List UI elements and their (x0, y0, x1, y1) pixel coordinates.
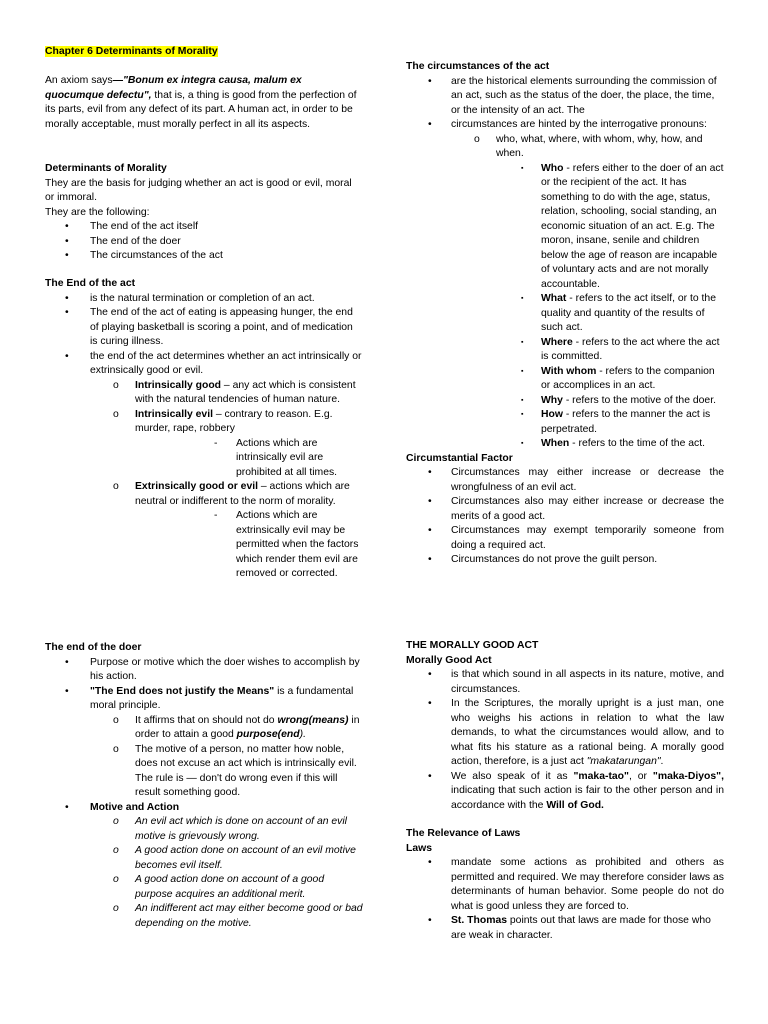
list-item-text: Purpose or motive which the doer wishes to accomplish by his action. (90, 656, 360, 682)
list-item (45, 306, 363, 350)
list-item-text: Actions which are intrinsically evil are prohibited at all times. (236, 437, 338, 478)
circumstances-heading: The circumstances of the act (406, 61, 550, 72)
definition: - refers either to the doer of an act or the recipient of the act. It has something to do with the age, status, relation, schooling, social standing, an economic situation of an act. E.g. The moron, insane, senile and children below the age of reason are incapable of voluntary acts and are not morally accountable. (541, 162, 724, 290)
morally-good-act-subheading: Morally Good Act (406, 654, 492, 666)
square-bullet: ▪ (521, 411, 524, 418)
definition: - refers to the motive of the doer. (562, 394, 716, 406)
definition: – any act which is consistent with the natural tendencies of human nature. (135, 379, 356, 405)
list-item (45, 801, 363, 816)
list-item (45, 714, 363, 743)
bullet: • (65, 307, 69, 318)
list-item-text: points out that laws are made for those who are weak in character. (451, 915, 711, 941)
morally-good-act-section (406, 639, 724, 813)
term: Why (541, 394, 563, 406)
term: Where (541, 336, 573, 348)
definition: – contrary to reason. E.g. murder, rape, robbery (135, 408, 333, 434)
square-bullet: ▪ (521, 295, 524, 302)
laws-heading: Laws (406, 842, 432, 854)
list-item (406, 75, 724, 119)
axiom-dash: — (112, 75, 123, 86)
definition: - refers to the act itself, or to the quality and quantity of the results of such act. (541, 293, 716, 333)
end-of-doer-heading: The end of the doer (45, 642, 142, 653)
circle-bullet: o (113, 816, 119, 827)
circle-bullet: o (113, 903, 119, 914)
circle-bullet: o (113, 379, 119, 391)
list-item-text: The end of the doer (90, 235, 181, 247)
axiom-intro: An axiom says (45, 75, 113, 86)
bullet: • (428, 669, 432, 680)
end-of-act-heading: The End of the act (45, 278, 136, 289)
term: Intrinsically evil (135, 408, 213, 420)
list-item (45, 235, 363, 250)
list-item-text: A good action done on account of an evil motive becomes evil itself. (135, 845, 356, 871)
emphasis: Will of God. (546, 799, 604, 811)
list-item (406, 495, 724, 524)
list-item-text: ). (299, 729, 306, 740)
list-item (406, 856, 724, 914)
list-item (45, 656, 363, 685)
term: How (541, 409, 563, 420)
list-item (406, 408, 724, 437)
list-item (406, 770, 724, 814)
list-item (45, 743, 363, 801)
relevance-of-laws-section (406, 827, 724, 943)
list-item (406, 437, 724, 452)
square-bullet: ▪ (521, 164, 524, 172)
list-item (45, 902, 363, 931)
end-of-act-section (45, 277, 363, 582)
determinants-text: They are the basis for judging whether an act is good or evil, moral or immoral. (45, 177, 352, 203)
term: Who (541, 162, 564, 174)
emphasis: "maka-Diyos", (652, 770, 724, 782)
term: Extrinsically good or evil (135, 481, 258, 492)
list-item-text: In the Scriptures, the morally upright is a just man, one who weighs his actions in relation to what the law demands, to what the circumstances would allow, and to what fits his stature as a rational being. A morally good action, therefore, is a just act (451, 698, 724, 767)
circumstantial-factor-heading: Circumstantial Factor (406, 452, 513, 464)
bullet: • (65, 801, 69, 813)
list-item (406, 292, 724, 336)
bullet: • (428, 698, 432, 709)
circumstances-section (406, 60, 724, 568)
bullet: • (428, 915, 432, 926)
circle-bullet: o (474, 133, 480, 145)
square-bullet: ▪ (521, 338, 524, 346)
list-item-text: . (660, 756, 664, 767)
bullet: • (65, 656, 69, 668)
square-bullet: ▪ (521, 440, 524, 447)
list-item-text: Actions which are extrinsically evil may be permitted when the factors which render them evil are removed or corrected. (236, 510, 359, 579)
emphasis: St. Thomas (451, 915, 508, 926)
bullet: • (65, 685, 69, 697)
list-item-text: A good action done on account of a good purpose acquires an additional merit. (135, 874, 325, 900)
list-item-text: Circumstances may either increase or decrease the wrongfulness of an evil act. (451, 467, 724, 493)
definition: – actions which are neutral or indifferent to the norm of morality. (135, 481, 350, 507)
definition: - refers to the time of the act. (569, 438, 705, 449)
list-item-text: circumstances are hinted by the interrogative pronouns: (451, 119, 707, 130)
definition: - refers to the act where the act is committed. (541, 336, 720, 362)
circle-bullet: o (113, 874, 119, 885)
list-item-text: Circumstances do not prove the guilt person. (451, 554, 658, 565)
list-item (45, 815, 363, 844)
bullet: • (65, 250, 69, 261)
motive-action-heading: Motive and Action (90, 801, 180, 813)
list-item (45, 292, 363, 307)
circle-bullet: o (113, 481, 119, 492)
list-item (45, 437, 363, 481)
list-item (406, 365, 724, 394)
list-item-text: It affirms that on should not do (135, 714, 278, 726)
bullet: • (428, 554, 432, 565)
circle-bullet: o (113, 714, 119, 726)
definition: - refers to the companion or accomplices in an act. (541, 365, 715, 391)
list-item (45, 408, 363, 437)
bullet: • (428, 75, 432, 87)
term: What (541, 293, 567, 304)
list-item (45, 509, 363, 582)
list-item-text: indicating that such action is fair to the other person and in accordance with the (451, 785, 724, 811)
list-item (45, 379, 363, 408)
emphasis: purpose(end (236, 729, 300, 740)
circle-bullet: o (113, 845, 119, 856)
bullet: • (65, 292, 69, 304)
emphasis: "makatarungan" (586, 756, 661, 767)
relevance-of-laws-heading: The Relevance of Laws (406, 828, 521, 839)
bullet: • (428, 770, 432, 782)
emphasis: wrong(means) (277, 714, 349, 726)
list-item (406, 336, 724, 365)
bullet: • (428, 496, 432, 507)
list-item (45, 873, 363, 902)
list-item-text: the end of the act determines whether an act intrinsically or extrinsically good or evil. (90, 350, 362, 376)
list-item-text: Circumstances may exempt temporarily someone from doing a required act. (451, 525, 724, 551)
list-item-text: , or (628, 770, 653, 782)
list-item (406, 133, 724, 162)
end-of-doer-section (45, 641, 363, 931)
list-item (406, 394, 724, 409)
list-item-text: in order to attain a good (135, 714, 360, 740)
list-item (406, 668, 724, 697)
bullet: • (428, 857, 432, 868)
chapter-title (45, 45, 363, 60)
term: Intrinsically good (135, 379, 222, 391)
list-item-text: mandate some actions as prohibited and others as permitted and required. We may therefore consider laws as determinants of human behavior. Some people do not do what is good unless they are forced to. (451, 857, 724, 912)
bullet: • (428, 119, 432, 130)
list-item-text: is the natural termination or completion of an act. (90, 292, 315, 304)
list-item (45, 220, 363, 235)
list-item (406, 524, 724, 553)
list-item-text: is that which sound in all aspects in its nature, motive, and circumstances. (451, 669, 724, 695)
bullet: • (428, 525, 432, 536)
list-item (45, 480, 363, 509)
list-item-text: The end of the act of eating is appeasing hunger, the end of playing basketball is scoring a point, and of medication is curing illness. (90, 307, 353, 347)
chapter-title-text: Chapter 6 Determinants of Morality (45, 46, 218, 57)
list-item-text: who, what, where, with whom, why, how, and when. (496, 133, 703, 159)
list-item-text: Circumstances also may either increase or decrease the merits of a good act. (451, 496, 724, 522)
list-item-text: The motive of a person, no matter how noble, does not excuse an act which is intrinsically evil. The rule is — don't do wrong even if this will result something good. (135, 743, 357, 798)
axiom-explanation: that is, a thing is good from the perfection of its parts, evil from any defect of its part. A human act, in order to be morally acceptable, must morally perfect in all its aspects. (45, 89, 357, 130)
list-item (45, 685, 363, 714)
term: When (541, 438, 570, 449)
circle-bullet: o (113, 408, 119, 420)
principle: "The End does not justify the Means" (90, 685, 275, 697)
list-item (406, 914, 724, 943)
list-item (406, 118, 724, 133)
axiom-paragraph (45, 74, 363, 132)
square-bullet: ▪ (521, 396, 524, 404)
list-item-text: An indifferent act may either become good or bad depending on the motive. (135, 903, 363, 929)
list-item (406, 553, 724, 568)
dash-bullet: - (214, 437, 218, 449)
list-item-text: is a fundamental moral principle. (90, 685, 354, 711)
bullet: • (65, 221, 69, 232)
determinants-text-2: They are the following: (45, 206, 150, 218)
list-item-text: are the historical elements surrounding the commission of an act, such as the status of the doer, the place, the time, or the intensity of an act. The (451, 75, 717, 116)
list-item (406, 697, 724, 770)
determinants-heading: Determinants of Morality (45, 163, 167, 174)
determinants-section (45, 162, 363, 264)
list-item-text: The end of the act itself (90, 221, 199, 232)
emphasis: "maka-tao" (573, 770, 629, 782)
bullet: • (428, 467, 432, 478)
bullet: • (65, 350, 69, 362)
term: With whom (541, 365, 597, 377)
bullet: • (65, 235, 69, 247)
list-item-text: We also speak of it as (451, 770, 574, 782)
square-bullet: ▪ (521, 367, 524, 375)
axiom-latin: "Bonum ex integra causa, malum ex quocumque defectu", (45, 75, 302, 101)
list-item-text: The circumstances of the act (90, 250, 223, 261)
definition: - refers to the manner the act is perpetrated. (541, 409, 711, 435)
circle-bullet: o (113, 743, 119, 755)
list-item (406, 466, 724, 495)
list-item (45, 249, 363, 264)
dash-bullet: - (214, 510, 218, 521)
list-item (406, 162, 724, 293)
list-item-text: An evil act which is done on account of an evil motive is grievously wrong. (135, 816, 347, 842)
morally-good-act-heading: THE MORALLY GOOD ACT (406, 640, 539, 651)
list-item (45, 844, 363, 873)
list-item (45, 350, 363, 379)
